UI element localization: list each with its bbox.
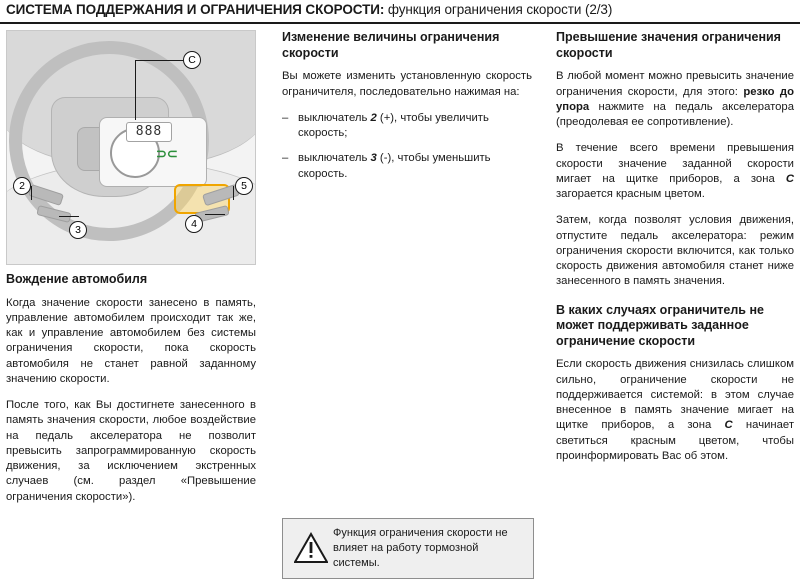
heading-driving: Вождение автомобиля	[6, 272, 148, 286]
page-title-rest: функция ограничения скорости (2/3)	[384, 2, 613, 17]
exceed-1-bold: резко до упора	[556, 85, 795, 113]
paragraph-driving-1: Когда значение скорости занесено в память, управление автомобилем происходит так же, как и управление автомобилем без системы ограничения скорости, пока скорость автомобиля не станет равной заданному значению скорости.	[6, 296, 256, 385]
switch-2-pre: выключатель	[298, 111, 371, 124]
column-driving	[6, 272, 256, 505]
switch-2-number: 2	[370, 111, 377, 124]
instrument-cluster	[99, 117, 207, 187]
callout-3: 3	[69, 221, 87, 239]
leader-line-4	[205, 214, 225, 215]
list-item-switch-3	[282, 151, 532, 182]
leader-line-2	[31, 186, 32, 200]
exceed-1-a: В любой момент можно превысить значение ограничения скорости, для этого:	[556, 70, 794, 98]
heading-exceeding-limit: Превышение значения ограничения скорости	[556, 30, 781, 60]
callout-5: 5	[235, 177, 253, 195]
callout-c: C	[183, 51, 201, 69]
paragraph-exceed-3: Затем, когда позволят условия движения, отпустите педаль акселератора: режим ограничения скорости включится, как только скорость движения автомобиля станет ниже занесенного в память значения.	[556, 214, 794, 288]
switch-3-pre: выключатель	[298, 152, 371, 165]
exceed-2-b: загорается красным цветом.	[556, 188, 705, 200]
page-title-bold: СИСТЕМА ПОДДЕРЖАНИЯ И ОГРАНИЧЕНИЯ СКОРОСТИ:	[6, 2, 385, 17]
heading-change-limit: Изменение величины ограничения скорости	[282, 30, 500, 60]
switch-list	[282, 111, 532, 182]
limiter-indicator-icon: ⊃⊂	[156, 146, 178, 161]
exceed-2-a: В течение всего времени превышения скорости значение заданной скорости мигает на щитке приборов, а зона	[556, 142, 794, 185]
warning-triangle-icon	[291, 532, 331, 564]
paragraph-exceed-1	[556, 69, 794, 130]
paragraph-exceed-2	[556, 141, 794, 202]
column-change-limit	[282, 30, 532, 192]
exceed-2-zone: C	[785, 172, 794, 185]
dashboard-illustration	[6, 30, 256, 265]
switch-3-post: (-), чтобы уменьшить скорость.	[298, 152, 491, 180]
switch-3-number: 3	[370, 152, 377, 165]
figure-reference-code	[10, 30, 17, 36]
leader-line-5	[233, 186, 234, 200]
leader-line-3	[59, 216, 79, 217]
exceed-1-b: нажмите на педаль акселератора (преодолевая ее сопротивление).	[556, 100, 794, 128]
warning-box	[282, 518, 534, 579]
switch-2-post: (+), чтобы увеличить скорость;	[298, 111, 489, 139]
warning-text: Функция ограничения скорости не влияет на работу тормозной системы.	[333, 527, 508, 569]
callout-4: 4	[185, 215, 203, 233]
exceed-4-b: начинает светиться красным цветом, чтобы проинформировать Вас об этом.	[556, 419, 794, 462]
callout-2: 2	[13, 177, 31, 195]
leader-line-c-vertical	[135, 60, 136, 120]
exceed-4-zone: C	[724, 419, 733, 432]
paragraph-driving-2: После того, как Вы достигнете занесенного в память значения скорости, любое воздействие на педаль акселератора не позволит превысить запрограммированную скорость движения, за исключением экстренных случаев (см. раздел «Превышение ограничения скорости»).	[6, 399, 256, 503]
column-exceeding-limit	[556, 30, 794, 464]
speed-display: 888	[126, 122, 172, 142]
paragraph-change-intro: Вы можете изменить установленную скорость ограничителя, последовательно нажимая на:	[282, 70, 532, 98]
heading-limiter-cannot: В каких случаях ограничитель не может поддерживать заданное ограничение скорости	[556, 302, 764, 348]
leader-line-c	[135, 60, 187, 61]
page-title	[0, 0, 800, 24]
paragraph-exceed-4	[556, 357, 794, 464]
exceed-4-a: Если скорость движения снизилась слишком сильно, ограничение скорости не поддерживается системой: в этом случае внесенное в память значение мигает на щитке приборов, а зона	[556, 358, 794, 432]
list-item-switch-2	[282, 111, 532, 142]
